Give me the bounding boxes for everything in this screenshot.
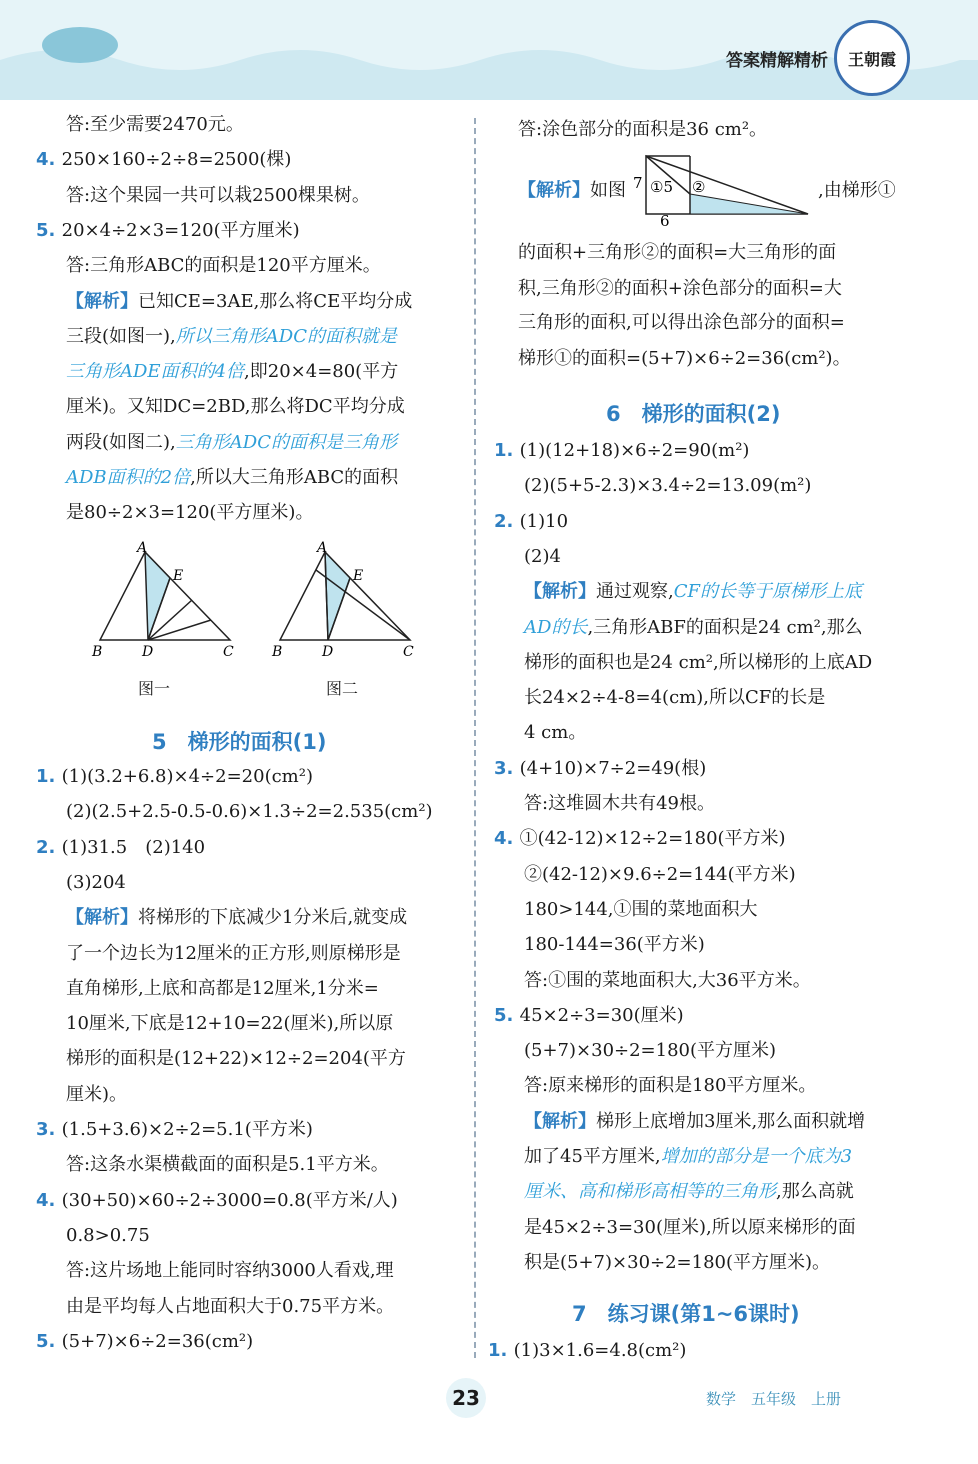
line-text: 三段(如图一), [66, 325, 176, 347]
line-text: (2)(5+5-2.3)×3.4÷2=13.09(m²) [524, 475, 812, 497]
text-line [524, 681, 825, 715]
item-number: 4. [494, 828, 520, 850]
text-line [66, 461, 398, 495]
text-line [524, 540, 561, 574]
svg-text:②: ② [692, 178, 706, 196]
item-number: 1. [494, 440, 520, 461]
text-line [518, 306, 845, 340]
text-line [524, 1246, 830, 1280]
text-line [524, 1069, 816, 1103]
line-text: 积,三角形②的面积+涂色部分的面积=大 [518, 278, 842, 299]
line-text: 答:原来梯形的面积是180平方厘米。 [524, 1075, 817, 1097]
line-text: 答:三角形ABC的面积是120平方厘米。 [66, 255, 381, 277]
text-line [36, 1325, 253, 1359]
line-text: (2)4 [524, 545, 561, 567]
text-line [66, 795, 433, 829]
line-text: ,所以大三角形ABC的面积 [190, 467, 399, 488]
svg-text:6: 6 [660, 212, 670, 226]
svg-text:E: E [353, 568, 364, 584]
line-text: (5+7)×6÷2=36(cm²) [61, 1330, 254, 1352]
line-text: 4 cm。 [524, 722, 587, 744]
text-line [66, 1219, 150, 1253]
text-line [36, 760, 313, 794]
analysis-tag: 【解析】 [518, 180, 590, 201]
text-line [494, 505, 568, 539]
text-line [36, 831, 205, 865]
figure-two [270, 540, 430, 670]
text-line [518, 272, 842, 306]
line-text: 厘米、高和梯形高相等的三角形 [524, 1181, 776, 1203]
line-text: 梯形的面积也是24 cm²,所以梯形的上底AD [524, 651, 873, 673]
text-line [66, 285, 412, 319]
text-line [494, 434, 749, 468]
item-number: 3. [494, 757, 520, 779]
line-text: 250×160÷2÷8=2500(棵) [61, 149, 292, 171]
text-line [66, 249, 381, 283]
text-line [66, 320, 397, 354]
text-line [66, 1007, 393, 1041]
text-line [36, 143, 291, 177]
text-line [518, 174, 626, 208]
text-line [66, 972, 379, 1006]
line-text: 厘米)。 [66, 1083, 128, 1105]
trapezoid-figure [628, 154, 818, 226]
analysis-tag: 【解析】 [524, 581, 596, 603]
text-line [494, 999, 684, 1033]
text-line [524, 858, 796, 892]
text-line [524, 787, 715, 821]
line-text: 梯形上底增加3厘米,那么面积就增 [596, 1110, 866, 1132]
item-number: 5. [36, 1330, 62, 1352]
line-text: 答:这个果园一共可以栽2500棵果树。 [66, 184, 370, 206]
line-text: 三角形的面积,可以得出涂色部分的面积= [518, 312, 845, 333]
line-text: (1)(12+18)×6÷2=90(m²) [519, 440, 750, 461]
text-line [66, 426, 397, 460]
line-text: 增加的部分是一个底为3 [660, 1146, 853, 1167]
line-text: (2)(2.5+2.5-0.5-0.6)×1.3÷2=2.535(cm²) [66, 801, 433, 823]
item-number: 4. [36, 1189, 62, 1211]
line-text: (3)204 [66, 871, 126, 893]
item-number: 5. [494, 1004, 520, 1026]
header-title: 答案精解精析 [726, 51, 828, 71]
text-line [66, 1042, 406, 1076]
line-text: ,三角形ABF的面积是24 cm²,那么 [587, 616, 863, 638]
figure-one-caption: 图一 [138, 679, 171, 698]
svg-text:①5: ①5 [650, 178, 673, 196]
svg-text:E: E [173, 568, 184, 584]
line-text: 积是(5+7)×30÷2=180(平方厘米)。 [524, 1251, 831, 1273]
text-line [36, 1184, 398, 1218]
line-text: 是80÷2×3=120(平方厘米)。 [66, 502, 314, 524]
line-text: ADB面积的2倍 [66, 467, 191, 488]
line-text: (1)3×1.6=4.8(cm²) [513, 1340, 687, 1361]
line-text: (5+7)×30÷2=180(平方厘米) [524, 1040, 777, 1062]
line-text: (30+50)×60÷2÷3000=0.8(平方米/人) [61, 1189, 398, 1211]
item-number: 2. [494, 510, 520, 532]
line-text: (1.5+3.6)×2÷2=5.1(平方米) [61, 1119, 313, 1140]
text-line [494, 822, 786, 856]
text-line [524, 893, 758, 927]
text-line [66, 1148, 389, 1182]
analysis-tag: 【解析】 [66, 907, 138, 929]
text-line [524, 928, 705, 962]
line-text: ②(42-12)×9.6÷2=144(平方米) [524, 863, 796, 885]
text-line [488, 1334, 686, 1368]
item-number: 4. [36, 149, 62, 171]
svg-text:D: D [142, 644, 154, 660]
text-line [66, 1290, 394, 1324]
item-number: 5. [36, 219, 62, 241]
line-text: 答:至少需要2470元。 [66, 114, 244, 135]
line-text: 厘米)。又知DC=2BD,那么将DC平均分成 [66, 396, 405, 418]
text-line [66, 1254, 394, 1288]
line-text: 180>144,①围的菜地面积大 [524, 898, 758, 920]
text-line [494, 752, 706, 786]
line-text: 答:这片场地上能同时容纳3000人看戏,理 [66, 1260, 394, 1282]
figure-tail-text: ,由梯形① [818, 180, 896, 201]
line-text: (1)31.5 (2)140 [61, 836, 206, 858]
line-text: 所以三角形ADC的面积就是 [175, 325, 397, 347]
line-text: 直角梯形,上底和高都是12厘米,1分米= [66, 977, 379, 999]
line-text: 答:这堆圆木共有49根。 [524, 793, 715, 814]
svg-text:A: A [137, 540, 148, 556]
svg-text:7: 7 [633, 174, 643, 192]
line-text: 三角形ADE面积的4倍 [66, 361, 245, 383]
line-text: 将梯形的下底减少1分米后,就变成 [138, 907, 408, 929]
svg-text:D: D [322, 644, 334, 660]
footer-subject: 数学 五年级 上册 [706, 1390, 842, 1408]
text-line [36, 214, 300, 248]
line-text: 0.8>0.75 [66, 1224, 150, 1246]
line-text: 的面积+三角形②的面积=大三角形的面 [518, 242, 837, 263]
line-text: 是45×2÷3=30(厘米),所以原来梯形的面 [524, 1216, 856, 1238]
line-text: 通过观察, [596, 581, 674, 603]
text-line [66, 108, 244, 142]
line-text: ①(42-12)×12÷2=180(平方米) [519, 828, 786, 850]
line-text: 两段(如图二), [66, 431, 176, 453]
item-number: 1. [488, 1340, 514, 1361]
line-text: (4+10)×7÷2=49(根) [519, 757, 707, 779]
text-line [524, 469, 811, 503]
svg-text:A: A [317, 540, 328, 556]
line-text: 了一个边长为12厘米的正方形,则原梯形是 [66, 942, 401, 964]
analysis-tag: 【解析】 [524, 1110, 596, 1132]
svg-text:B: B [92, 644, 103, 660]
page-number: 23 [446, 1378, 486, 1418]
line-text: 答:涂色部分的面积是36 cm²。 [518, 119, 768, 140]
item-number: 2. [36, 836, 62, 858]
text-line [66, 390, 405, 424]
text-line [524, 611, 863, 645]
text-line [518, 236, 836, 270]
analysis-tag: 【解析】 [66, 290, 138, 312]
section-7-title: 7 练习课(第1~6课时) [572, 1302, 800, 1326]
text-line [66, 866, 126, 900]
text-line [524, 1034, 776, 1068]
column-divider [474, 118, 476, 1358]
line-text: CF的长等于原梯形上底 [673, 581, 862, 603]
text-line [66, 179, 370, 213]
text-line [524, 1105, 865, 1139]
item-number: 1. [36, 766, 62, 787]
line-text: 答:这条水渠横截面的面积是5.1平方米。 [66, 1154, 389, 1176]
line-text: 180-144=36(平方米) [524, 934, 705, 956]
line-text: ,即20×4=80(平方 [244, 361, 399, 383]
line-text: AD的长 [524, 616, 588, 638]
line-text: 如图 [590, 180, 626, 201]
text-line [524, 1211, 856, 1245]
figure-one [90, 540, 250, 670]
section-5-title: 5 梯形的面积(1) [152, 730, 327, 754]
text-line [36, 1113, 313, 1147]
text-line [66, 901, 407, 935]
header [0, 0, 978, 100]
line-text: 长24×2÷4-8=4(cm),所以CF的长是 [524, 687, 826, 709]
line-text: 加了45平方厘米, [524, 1146, 661, 1167]
svg-text:B: B [272, 644, 283, 660]
text-line [66, 355, 398, 389]
line-text: 答:①围的菜地面积大,大36平方米。 [524, 969, 811, 991]
figure-two-caption: 图二 [326, 679, 359, 698]
text-line [66, 1078, 127, 1112]
line-text: 梯形①的面积=(5+7)×6÷2=36(cm²)。 [518, 348, 851, 369]
line-text: (1)(3.2+6.8)×4÷2=20(cm²) [61, 766, 313, 787]
text-line [524, 575, 862, 609]
text-line [518, 342, 851, 376]
line-text: 10厘米,下底是12+10=22(厘米),所以原 [66, 1013, 394, 1035]
text-line [66, 496, 313, 530]
section-6-title: 6 梯形的面积(2) [606, 402, 781, 426]
line-text: 梯形的面积是(12+22)×12÷2=204(平方 [66, 1048, 406, 1070]
line-text: 45×2÷3=30(厘米) [519, 1004, 684, 1026]
line-text: 已知CE=3AE,那么将CE平均分成 [138, 290, 413, 312]
line-text: 由是平均每人占地面积大于0.75平方米。 [66, 1295, 395, 1317]
text-line [524, 1140, 852, 1174]
text-line [524, 646, 872, 680]
wave-decoration [0, 0, 978, 100]
svg-text:C: C [223, 644, 234, 660]
text-line [524, 964, 811, 998]
text-line [524, 716, 586, 750]
line-text: 20×4÷2×3=120(平方厘米) [61, 219, 300, 241]
text-line [524, 1175, 854, 1209]
text-line [66, 937, 401, 971]
line-text: (1)10 [519, 510, 569, 532]
text-line [518, 113, 767, 147]
line-text: 三角形ADC的面积是三角形 [175, 431, 397, 453]
item-number: 3. [36, 1119, 62, 1140]
line-text: ,那么高就 [776, 1181, 854, 1203]
brand-logo: 王朝霞 [834, 20, 910, 96]
svg-text:C: C [403, 644, 414, 660]
whale-icon [42, 27, 118, 63]
